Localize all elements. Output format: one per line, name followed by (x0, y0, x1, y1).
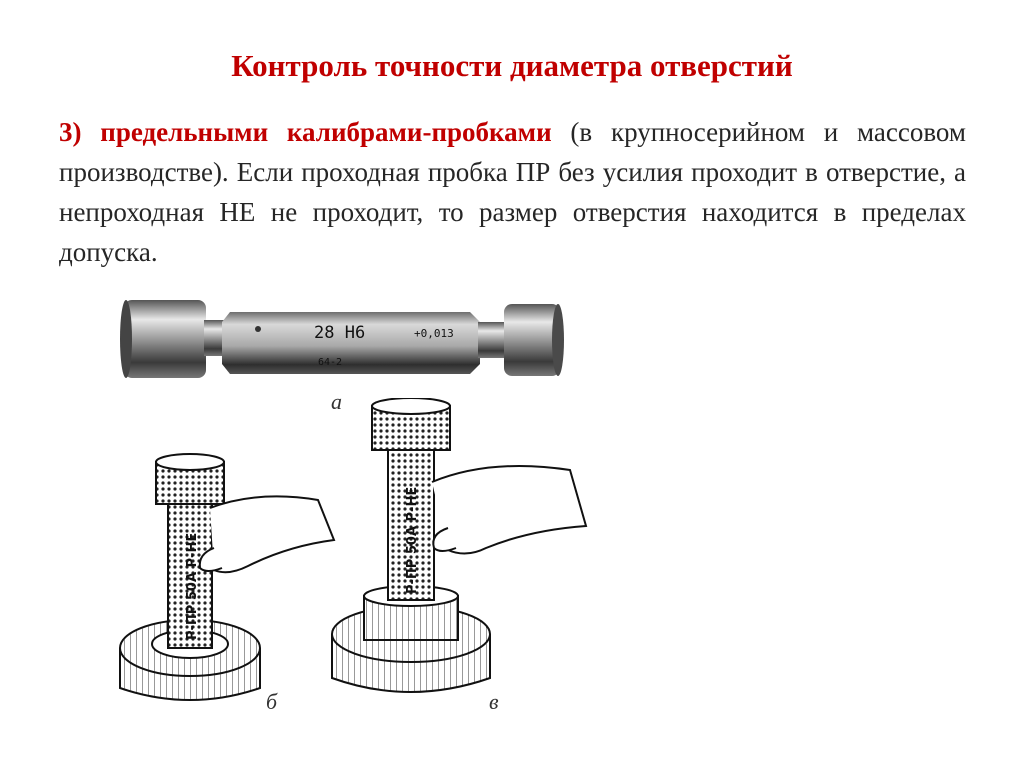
engraving-b: Р-ПР 50А Р-НЕ (185, 532, 200, 640)
method-label: 3) предельными калибрами-пробками (59, 117, 552, 147)
caption-a: а (331, 389, 342, 414)
hand-c (432, 466, 586, 554)
plug-gauge-figure-a (118, 292, 568, 388)
engraving-code: 64-2 (318, 357, 343, 368)
engraving-c: Р-ПР 50А Р-НЕ (405, 486, 420, 594)
engraving-tolerance: +0,013 (414, 327, 454, 340)
engraving-size: 28 H6 (314, 323, 366, 343)
hand-b (210, 496, 334, 572)
right-plug (504, 304, 560, 376)
plug-gauge-figure-b (118, 450, 338, 710)
left-plug (124, 300, 206, 378)
slide-title: Контроль точности диаметра отверстий (231, 48, 793, 83)
gauge-handle (222, 312, 480, 374)
plug-gauge-figure-c (330, 398, 592, 710)
body-paragraph (59, 112, 966, 272)
method-description: (в крупносерийном и массовом производстве). Если проходная пробка ПР без усилия проходит в отверстие, а непроходная НЕ не проходит, то размер отверстия находится в пределах допуска. (59, 117, 967, 267)
caption-b: б (266, 689, 278, 714)
caption-c: в (489, 689, 499, 714)
